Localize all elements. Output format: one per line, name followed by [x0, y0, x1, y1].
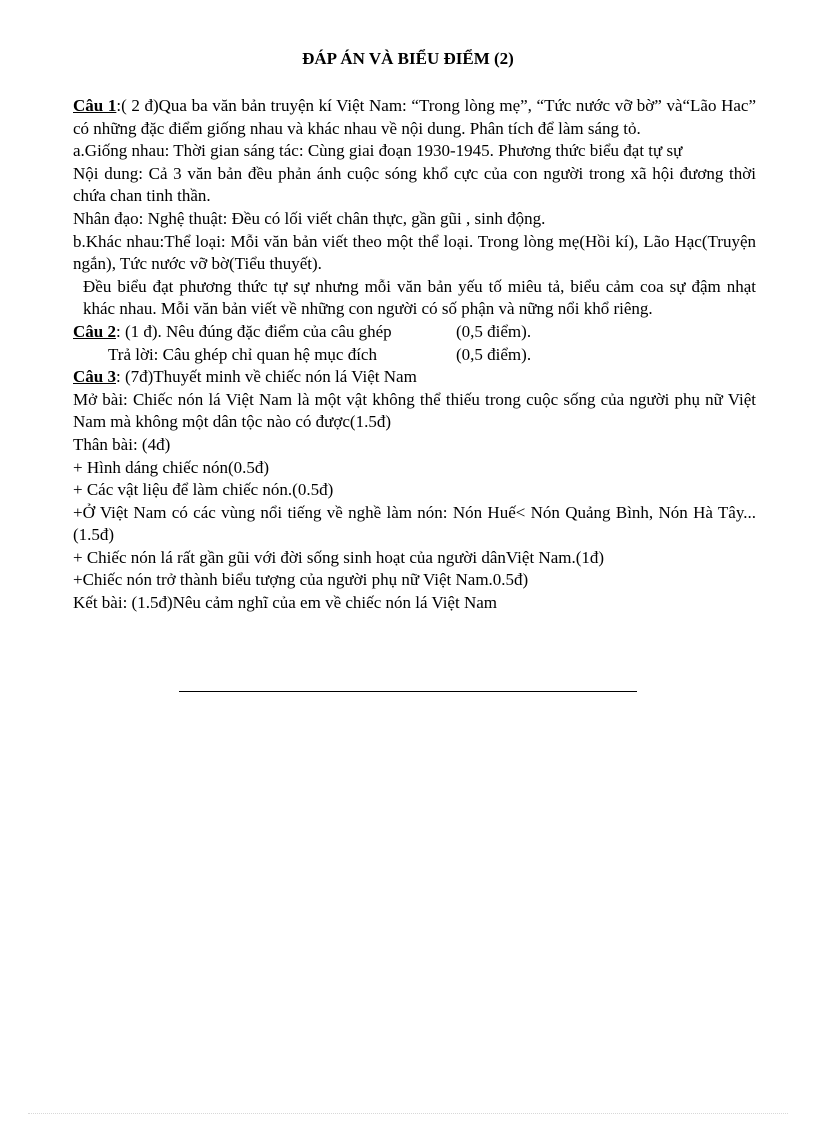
- q3-body-item: + Các vật liệu để làm chiếc nón.(0.5đ): [73, 480, 334, 500]
- question-2-label: Câu 2: [73, 321, 116, 341]
- question-2-prompt: [73, 321, 392, 344]
- q1-similarities-art: Nhân đạo: Nghệ thuật: Đều có lối viết chân thực, gần gũi , sinh động.: [73, 208, 546, 228]
- document-body: [73, 95, 756, 615]
- q3-body-item: +Chiếc nón trở thành biểu tượng của người phụ nữ Việt Nam.0.5đ): [73, 570, 529, 590]
- q1-similarities-line: a.Giống nhau: Thời gian sáng tác: Cùng giai đoạn 1930-1945. Phương thức biểu đạt tự sự: [73, 141, 683, 161]
- q1-similarities-content: Nội dung: Cả 3 văn bản đều phản ánh cuộc sóng khổ cực của con người trong xã hội đương thời chứa chan tinh thần.: [73, 163, 756, 206]
- question-1-prompt: [73, 95, 756, 140]
- question-2-score: (0,5 điểm).: [456, 321, 532, 341]
- q3-body-item: + Chiếc nón lá rất gần gũi với đời sống sinh hoạt của người dânViệt Nam.(1đ): [73, 547, 605, 567]
- question-1-text: :( 2 đ)Qua ba văn bản truyện kí Việt Nam: “Trong lòng mẹ”, “Tức nước vỡ bờ” và“Lão Hac” có những đặc điểm giống nhau và khác nhau về nội dung. Phân tích để làm sáng tỏ.: [73, 96, 757, 138]
- question-3-label: Câu 3: [73, 367, 116, 387]
- question-3-text: : (7đ)Thuyết minh về chiếc nón lá Việt Nam: [115, 367, 417, 387]
- q1-differences-detail: Đều biểu đạt phương thức tự sự nhưng mỗi văn bản yếu tố miêu tả, biểu cảm coa sự đậm nhạt khác nhau. Mỗi văn bản viết về những con người có số phận và nững nổi khổ riêng.: [83, 276, 756, 319]
- question-2-answer-row: [73, 344, 756, 367]
- page-title: ĐÁP ÁN VÀ BIỂU ĐIỂM (2): [302, 49, 514, 68]
- q3-body-heading: Thân bài: (4đ): [73, 434, 171, 454]
- question-1-label: Câu 1: [73, 96, 117, 115]
- end-separator-line: [179, 691, 637, 692]
- q3-opening: Mở bài: Chiếc nón lá Việt Nam là một vật không thể thiếu trong cuộc sống của người phụ nữ Việt Nam mà không một dân tộc nào có được(1.5đ): [73, 389, 756, 432]
- question-2-answer-score: (0,5 điểm).: [456, 344, 532, 364]
- question-3-prompt: [73, 366, 756, 389]
- q3-closing: Kết bài: (1.5đ)Nêu cảm nghĩ của em về chiếc nón lá Việt Nam: [73, 593, 497, 613]
- q3-body-item: + Hình dáng chiếc nón(0.5đ): [73, 457, 270, 477]
- q1-differences-line: b.Khác nhau:Thể loại: Mỗi văn bản viết theo một thể loại. Trong lòng mẹ(Hồi kí), Lão Hạc(Truyện ngắn), Tức nước vỡ bờ(Tiểu thuyết).: [73, 231, 756, 274]
- question-2-answer: Trả lời: Câu ghép chỉ quan hệ mục đích: [108, 344, 377, 364]
- question-2-row: [73, 321, 756, 344]
- q3-body-item: +Ở Việt Nam có các vùng nổi tiếng về nghề làm nón: Nón Huế< Nón Quảng Bình, Nón Hà Tây...(1.5đ): [73, 502, 756, 545]
- question-2-text: : (1 đ). Nêu đúng đặc điểm của câu ghép: [115, 321, 392, 341]
- page-footer-border: [28, 1113, 788, 1114]
